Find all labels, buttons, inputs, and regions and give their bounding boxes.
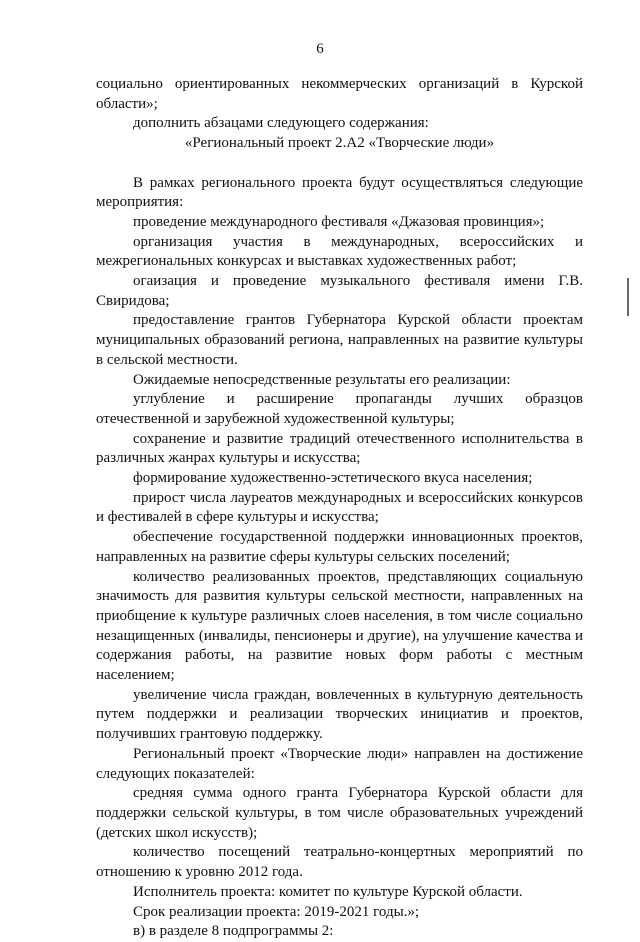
- list-item: увеличение числа граждан, вовлеченных в культурную деятельность путем поддержки и реализации творческих инициатив и проектов, получивших грантовую поддержку.: [96, 686, 583, 743]
- paragraph: В рамках регионального проекта будут осуществляться следующие мероприятия:: [96, 174, 583, 211]
- list-item: огаизация и проведение музыкального фестиваля имени Г.В. Свиридова;: [96, 273, 583, 309]
- paragraph: социально ориентированных некоммерческих организаций в Курской области»;: [96, 76, 583, 112]
- list-item: количество посещений театрально-концертных мероприятий по отношению к уровню 2012 года.: [96, 844, 583, 881]
- scan-edge-mark: [627, 278, 629, 316]
- document-body: [96, 75, 583, 942]
- paragraph: в) в разделе 8 подпрограммы 2:: [133, 923, 334, 940]
- list-item: углубление и расширение пропаганды лучших образцов отечественной и зарубежной художественной культуры;: [96, 391, 583, 427]
- paragraph: дополнить абзацами следующего содержания:: [133, 115, 429, 132]
- paragraph: Исполнитель проекта: комитет по культуре Курской области.: [133, 883, 523, 900]
- list-item: формирование художественно-эстетического вкуса населения;: [133, 470, 533, 487]
- section-heading: «Региональный проект 2.А2 «Творческие люди»: [184, 135, 495, 152]
- page-number: 6: [316, 41, 324, 57]
- list-item: проведение международного фестиваля «Джазовая провинция»;: [133, 213, 545, 230]
- list-item: предоставление грантов Губернатора Курской области проектам муниципальных образований региона, направленных на развитие культуры в сельской местности.: [96, 312, 583, 368]
- list-item: сохранение и развитие традиций отечественного исполнительства в различных жанрах культуры и искусства;: [96, 430, 583, 467]
- list-item: средняя сумма одного гранта Губернатора Курской области для поддержки сельской культуры, в том числе образовательных учреждений (детских школ искусств);: [96, 785, 583, 841]
- list-item: организация участия в международных, всероссийских и межрегиональных конкурсах и выставках художественных работ;: [96, 233, 583, 270]
- list-item: количество реализованных проектов, представляющих социальную значимость для развития культуры сельской местности, направленных на приобщение к культуре различных слоев населения, в том числе социально незащищенных (инвалиды, пенсионеры и другие), на улучшение качества и содержания работы, на развитие новых форм работы с местным населением;: [96, 568, 583, 684]
- paragraph: Срок реализации проекта: 2019-2021 годы.»;: [133, 903, 420, 920]
- list-item: обеспечение государственной поддержки инновационных проектов, направленных на развитие сферы культуры сельских поселений;: [96, 529, 583, 565]
- paragraph: Региональный проект «Творческие люди» направлен на достижение следующих показателей:: [96, 745, 583, 782]
- paragraph: Ожидаемые непосредственные результаты его реализации:: [133, 371, 511, 388]
- list-item: прирост числа лауреатов международных и всероссийских конкурсов и фестивалей в сфере культуры и искусства;: [96, 489, 583, 526]
